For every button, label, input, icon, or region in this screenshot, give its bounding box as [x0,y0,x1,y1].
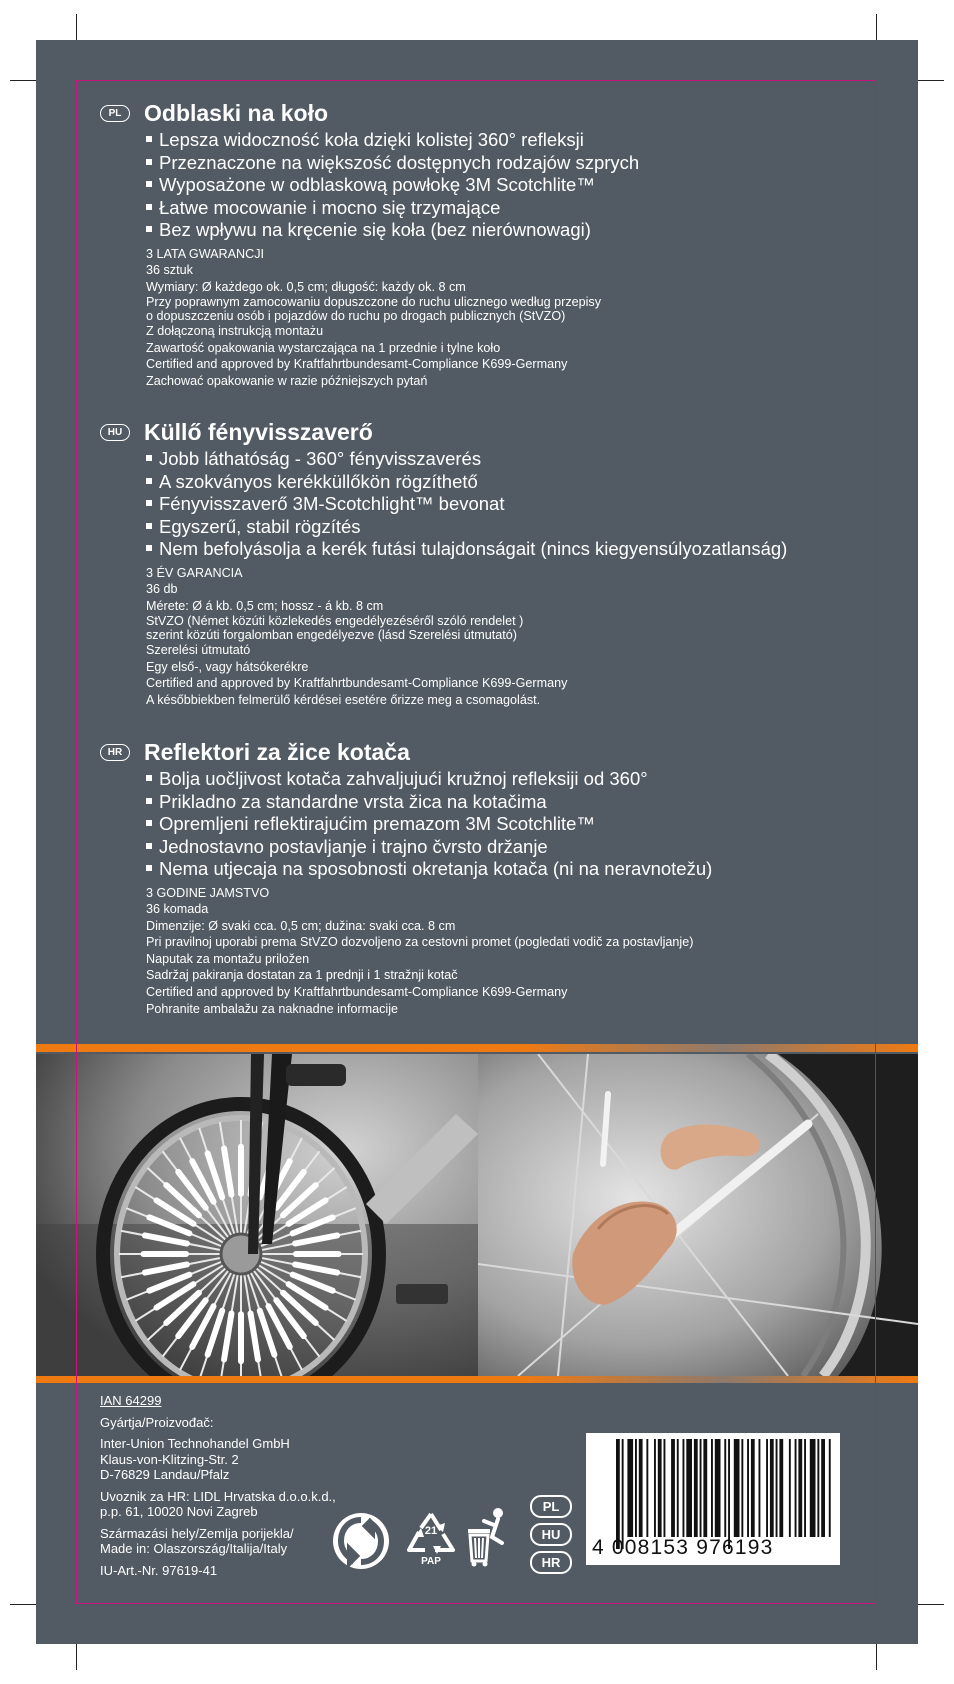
barcode-number: 4 008153 976193 [592,1536,774,1559]
detail-line: Mérete: Ø á kb. 0,5 cm; hossz - á kb. 8 cm [146,598,384,613]
photo-bicycle-wheel [36,1054,478,1376]
recycle-number: 21 [424,1525,438,1537]
section-hu [100,416,860,709]
feature-list [146,129,860,242]
detail-line: Sadržaj pakiranja dostatan za 1 prednji i 1 stražnji kotač [146,968,458,983]
manufacturer-line: Klaus-von-Klitzing-Str. 2 [100,1451,239,1467]
detail-line: Z dołączoną instrukcją montażu [146,324,324,339]
detail-line: o dopuszczeniu osób i pojazdów do ruchu po drogach publicznych (StVZO) [146,309,566,324]
manufacturer-info [100,1393,336,1578]
detail-line: 3 LATA GWARANCJI [146,246,265,261]
feature-item: Egyszerű, stabil rögzítés [146,516,860,539]
detail-line: Wymiary: Ø każdego ok. 0,5 cm; długość: każdy ok. 8 cm [146,279,466,294]
detail-line: Szerelési útmutató [146,643,251,658]
photo-hands-attaching-reflector [478,1054,918,1376]
feature-item: Przeznaczone na większość dostępnych rodzajów szprych [146,152,860,175]
origin-line: Származási hely/Zemlja porijekla/ [100,1525,294,1541]
orange-band-bottom [36,1376,918,1383]
language-badge-pl: PL [100,105,130,122]
recycle-code: PAP [421,1556,441,1567]
importer-line: Uvoznik za HR: LIDL Hrvatska d.o.o.k.d., [100,1488,336,1504]
section-title: Küllő fényvisszaverő [144,418,373,445]
detail-line: Naputak za montažu priložen [146,951,310,966]
language-badge-hr: HR [100,744,130,761]
section-pl [100,97,860,390]
manufacturer-label: Gyártja/Proizvođač: [100,1414,214,1430]
detail-line: Pri pravilnoj uporabi prema StVZO dozvoljeno za cestovni promet (pogledati vodič za postavljanje) [146,935,694,950]
detail-line: 3 ÉV GARANCIA [146,565,243,580]
article-number: IU-Art.-Nr. 97619-41 [100,1562,218,1578]
ean-barcode [586,1433,840,1565]
recycling-paper-icon [403,1510,459,1567]
bicycle-wheel-illustration [36,1054,478,1376]
detail-line: szerint közúti forgalomban engedélyezve (lásd Szerelési útmutató) [146,628,518,643]
product-details [146,885,860,1018]
product-details [146,246,860,390]
detail-line: Certified and approved by Kraftfahrtbundesamt-Compliance K699-Germany [146,985,568,1000]
feature-item: A szokványos kerékküllőkön rögzíthető [146,471,860,494]
section-title: Reflektori za žice kotača [144,738,410,765]
orange-band-top [36,1044,918,1052]
detail-line: Certified and approved by Kraftfahrtbundesamt-Compliance K699-Germany [146,676,568,691]
manufacturer-line: D-76829 Landau/Pfalz [100,1467,230,1482]
detail-line: Przy poprawnym zamocowaniu dopuszczone do ruchu ulicznego według przepisy [146,295,602,310]
product-details [146,565,860,709]
feature-list [146,448,860,561]
detail-line: Egy első-, vagy hátsókerékre [146,659,309,674]
feature-item: Nem befolyásolja a kerék futási tulajdonságait (nincs kiegyensúlyozatlanság) [146,538,860,561]
feature-item: Nema utjecaja na sposobnosti okretanja kotača (ni na neravnotežu) [146,858,860,881]
detail-line: Dimenzije: Ø svaki cca. 0,5 cm; dužina: svaki cca. 8 cm [146,918,456,933]
detail-line: Zawartość opakowania wystarczająca na 1 przednie i tylne koło [146,340,501,355]
detail-line: A későbbiekben felmerülő kérdései esetére őrizze meg a csomagolást. [146,693,541,708]
feature-item: Bolja uočljivost kotača zahvaljujući kružnoj refleksiji od 360° [146,768,860,791]
detail-line: 36 sztuk [146,263,193,278]
waste-bin-icon [464,1507,510,1572]
origin-line: Made in: Olaszország/Italija/Italy [100,1541,288,1556]
feature-item: Prikladno za standardne vrsta žica na kotačima [146,791,860,814]
hands-reflector-illustration [478,1054,918,1376]
detail-line: Pohranite ambalažu za naknadne informacije [146,1001,399,1016]
manufacturer-line: Inter-Union Technohandel GmbH [100,1436,290,1451]
feature-item: Jobb láthatóság - 360° fényvisszaverés [146,448,860,471]
section-title: Odblaski na koło [144,99,329,126]
feature-list [146,768,860,881]
feature-item: Łatwe mocowanie i mocno się trzymające [146,197,860,220]
feature-item: Bez wpływu na kręcenie się koła (bez nierównowagi) [146,219,860,242]
feature-item: Opremljeni reflektirajućim premazom 3M Scotchlite™ [146,813,860,836]
feature-item: Jednostavno postavljanje i trajno čvrsto držanje [146,836,860,859]
ian-number: IAN 64299 [100,1393,162,1408]
feature-item: Lepsza widoczność koła dzięki kolistej 360° refleksji [146,129,860,152]
detail-line: Zachować opakowanie w razie późniejszych pytań [146,374,428,389]
detail-line: StVZO (Német közúti közlekedés engedélyezéséről szóló rendelet ) [146,614,524,629]
detail-line: Certified and approved by Kraftfahrtbundesamt-Compliance K699-Germany [146,357,568,372]
importer-line: p.p. 61, 10020 Novi Zagreb [100,1504,258,1519]
feature-item: Wyposażone w odblaskową powłokę 3M Scotchlite™ [146,174,860,197]
detail-line: 3 GODINE JAMSTVO [146,885,270,900]
language-badge-hr: HR [530,1551,572,1574]
green-dot-icon [332,1512,390,1575]
detail-line: 36 db [146,582,178,597]
section-hr [100,736,860,1017]
feature-item: Fényvisszaverő 3M-Scotchlight™ bevonat [146,493,860,516]
language-badge-hu: HU [100,424,130,441]
language-badge-hu: HU [530,1523,572,1546]
detail-line: 36 komada [146,902,209,917]
language-badge-pl: PL [530,1495,572,1518]
